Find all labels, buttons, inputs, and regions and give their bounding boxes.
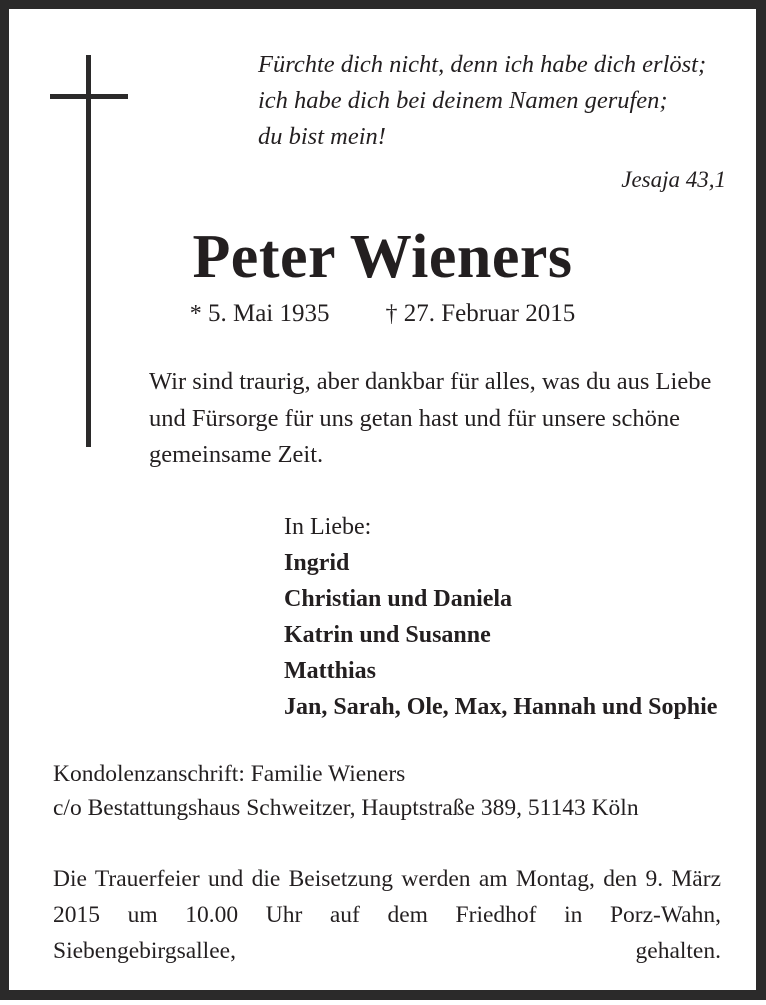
condolence-street-address: c/o Bestattungshaus Schweitzer, Hauptstraße 389, 51143 Köln (53, 795, 639, 821)
family-member: Jan, Sarah, Ole, Max, Hannah und Sophie (284, 694, 718, 720)
birth-date (190, 300, 330, 327)
condolence-recipient: Kondolenzanschrift: Familie Wieners (53, 761, 406, 787)
cross-horizontal-bar (50, 94, 128, 99)
death-dagger-icon: † (385, 301, 398, 327)
funeral-service-details: Die Trauerfeier und die Beisetzung werden am Montag, den 9. März 2015 um 10.00 Uhr auf dem Friedhof in Porz-Wahn, Siebengebirgsallee, gehalten. (53, 866, 721, 964)
life-dates (9, 299, 756, 329)
verse-line-3: du bist mein! (258, 123, 386, 150)
death-date-value: 27. Februar 2015 (403, 300, 576, 327)
birth-star-icon: * (189, 301, 202, 327)
family-member: Christian und Daniela (284, 586, 513, 612)
scripture-verse (258, 47, 726, 197)
deceased-name: Peter Wieners (192, 223, 573, 291)
family-member: Matthias (284, 658, 376, 684)
tribute-paragraph: Wir sind traurig, aber dankbar für alles, was du aus Liebe und Fürsorge für uns getan hast und für unsere schöne gemeinsame Zeit. (149, 368, 712, 468)
deceased-identity (9, 221, 756, 329)
surviving-family (284, 509, 734, 725)
death-date (386, 300, 576, 327)
family-intro-label: In Liebe: (284, 514, 372, 540)
obituary-inner-panel (9, 9, 756, 990)
verse-line-2: ich habe dich bei deinem Namen gerufen; (258, 87, 668, 114)
family-member: Ingrid (284, 550, 350, 576)
verse-line-1: Fürchte dich nicht, denn ich habe dich erlöst; (258, 51, 707, 78)
family-member: Katrin und Susanne (284, 622, 491, 648)
birth-date-value: 5. Mai 1935 (207, 300, 330, 327)
condolence-address (53, 757, 733, 825)
verse-citation: Jesaja 43,1 (621, 167, 726, 192)
